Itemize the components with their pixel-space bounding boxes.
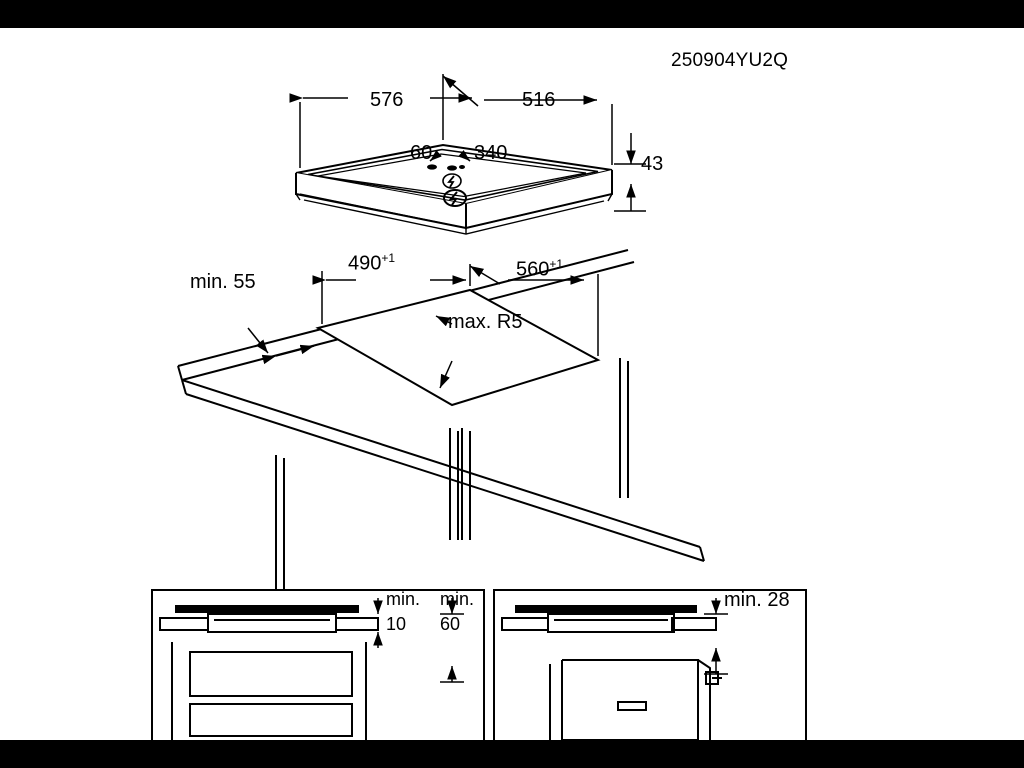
section-view-oven [494, 590, 806, 740]
dimension-min-60-line2: 60 [440, 614, 461, 634]
dimension-corner-radius-label: max. R5 [448, 311, 523, 333]
dimension-cutout-width [516, 258, 563, 280]
model-code-label: 250904YU2Q [671, 50, 789, 71]
section-view-drawers [152, 590, 484, 740]
installation-diagram [0, 28, 1024, 740]
dimension-min-10-line1: min. [386, 589, 421, 609]
dimension-center-label: 340 [474, 142, 508, 164]
dimension-cutout-depth [348, 252, 395, 274]
dimension-depth-label: 516 [522, 89, 556, 111]
drawing-sheet [0, 28, 1024, 740]
dimension-front-offset-label: 60 [410, 142, 433, 164]
dimension-min-60-line1: min. [440, 589, 475, 609]
dimension-min-rear-label: min. 55 [190, 271, 256, 293]
worktop-view [178, 250, 980, 628]
dimension-width-label: 576 [370, 89, 404, 111]
cutout-depth-value: 490 [348, 252, 382, 275]
cutout-width-tolerance: +1 [549, 257, 564, 271]
hob-isometric-view [296, 142, 612, 234]
cutout-width-value: 560 [516, 258, 550, 281]
dimension-min-28-label: min. 28 [724, 589, 790, 611]
dimension-min-10-line2: 10 [386, 614, 407, 634]
dimension-height-label: 43 [641, 153, 664, 175]
cutout-depth-tolerance: +1 [381, 251, 396, 265]
